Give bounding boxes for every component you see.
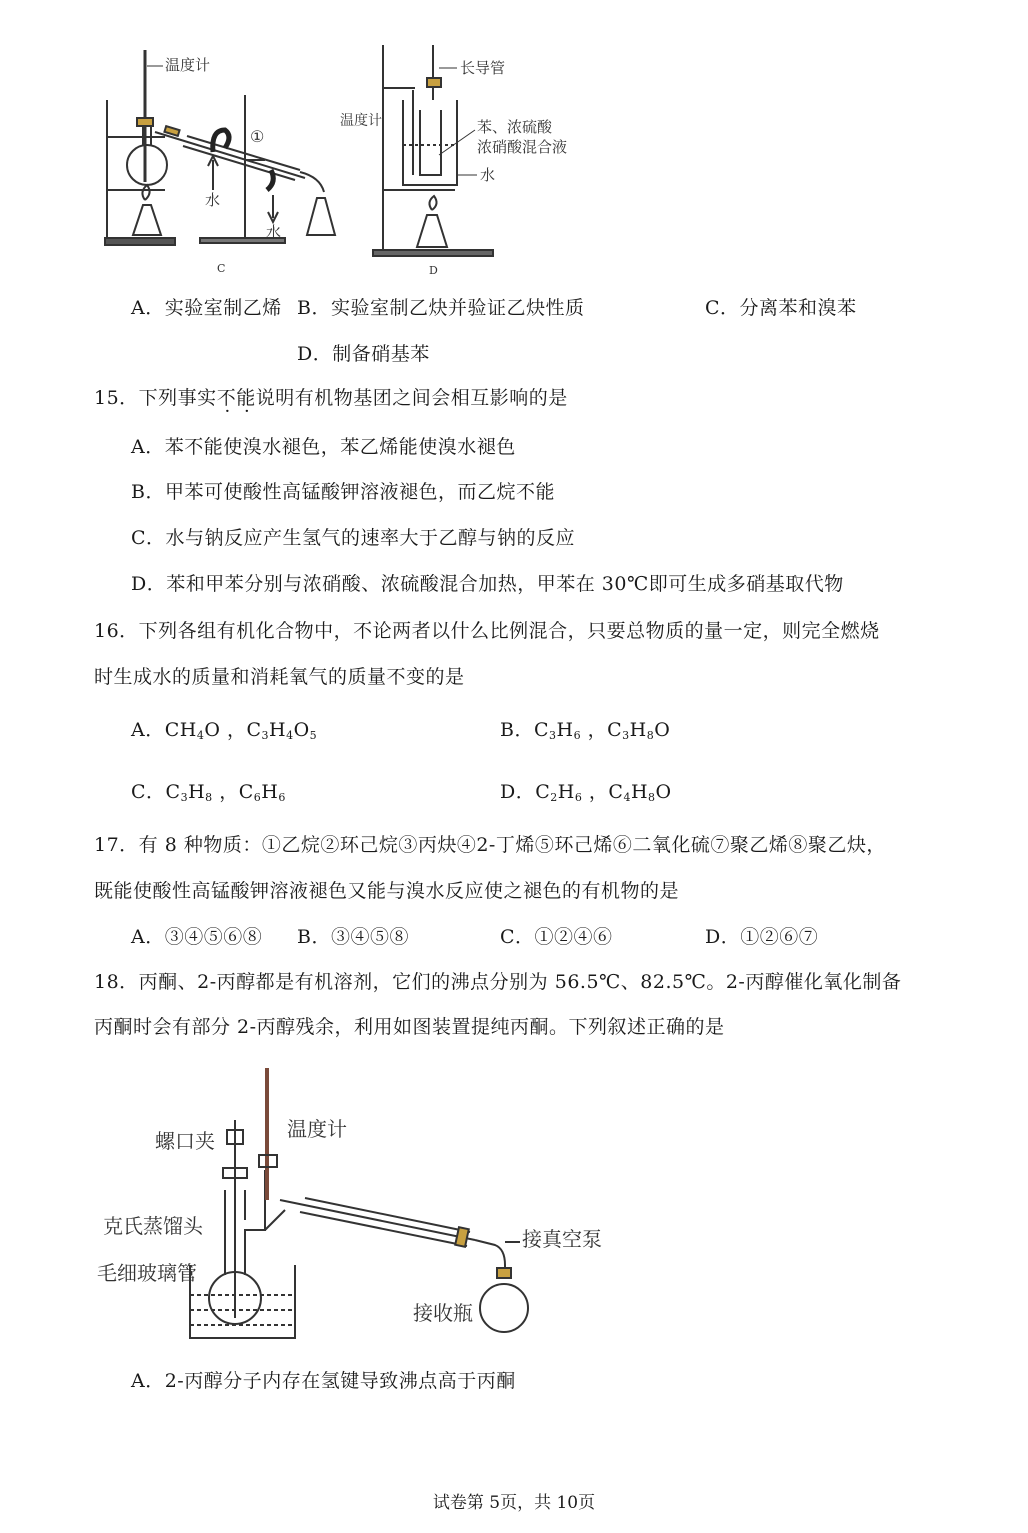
q18-option-a: A．2-丙醇分子内存在氢键导致沸点高于丙酮 <box>131 1370 516 1392</box>
q14-option-b: B．实验室制乙炔并验证乙炔性质 <box>297 297 585 319</box>
q15-stem-emphasis-1: 不 <box>216 387 237 409</box>
q15-stem-post: 说明有机物基团之间会相互影响的是 <box>255 387 568 409</box>
q17-option-d: D．①②⑥⑦ <box>705 926 819 948</box>
d-long-tube-label: 长导管 <box>460 59 506 77</box>
fig18-capillary-label: 毛细玻璃管 <box>97 1261 197 1285</box>
q17-option-a: A．③④⑤⑥⑧ <box>131 926 263 948</box>
q18-stem-line1: 18．丙酮、2-丙醇都是有机溶剂，它们的沸点分别为 56.5℃、82.5℃。2-丙醇催化氧化制备 <box>94 971 902 993</box>
c-thermometer-label: 温度计 <box>165 56 211 74</box>
q16-stem-line1: 16．下列各组有机化合物中，不论两者以什么比例混合，只要总物质的量一定，则完全燃烧 <box>94 620 880 642</box>
d-thermometer-label: 温度计 <box>340 113 382 129</box>
q16-option-c: C．$C_3H_8$ ，$C_6H_6$ <box>131 781 286 804</box>
q17-option-c: C．①②④⑥ <box>500 926 613 948</box>
apparatus-c-figure <box>95 40 335 280</box>
fig18-vacuum-label: 接真空泵 <box>522 1227 602 1251</box>
d-caption: D <box>429 264 438 277</box>
q15-option-d: D．苯和甲苯分别与浓硝酸、浓硫酸混合加热，甲苯在 30℃即可生成多硝基取代物 <box>131 573 844 595</box>
fig18-thermometer-label: 温度计 <box>287 1117 347 1141</box>
q16-stem-line2: 时生成水的质量和消耗氧气的质量不变的是 <box>94 666 465 688</box>
q17-option-b: B．③④⑤⑧ <box>297 926 409 948</box>
c-water-in-label: 水 <box>205 191 221 209</box>
c-caption: C <box>217 262 226 275</box>
c-marker-label: ① <box>250 127 265 146</box>
apparatus-d-figure <box>335 40 595 280</box>
vacuum-distillation-figure <box>95 1060 635 1350</box>
q17-stem-line1: 17．有 8 种物质：①乙烷②环己烷③丙炔④2-丁烯⑤环己烯⑥二氧化硫⑦聚乙烯⑧聚乙炔， <box>94 834 886 856</box>
d-mix-label-2: 浓硝酸混合液 <box>477 138 568 156</box>
q15-stem <box>94 386 568 410</box>
q16-option-b-label: B． <box>500 719 534 741</box>
q16-option-d: D．$C_2H_6$ ，$C_4H_8O$ <box>500 781 672 804</box>
q16-option-a: A．$CH_4O$ ，$C_3H_4O_5$ <box>131 719 318 742</box>
q17-stem-line2: 既能使酸性高锰酸钾溶液褪色又能与溴水反应使之褪色的有机物的是 <box>94 880 680 902</box>
q15-stem-pre: 15．下列事实 <box>94 387 217 409</box>
c-water-out-label: 水 <box>266 223 282 241</box>
q16-option-a-label: A． <box>131 719 165 741</box>
q15-option-a: A．苯不能使溴水褪色，苯乙烯能使溴水褪色 <box>131 436 516 458</box>
q15-option-c: C．水与钠反应产生氢气的速率大于乙醇与钠的反应 <box>131 527 576 549</box>
q14-option-a: A．实验室制乙烯 <box>131 297 282 319</box>
page-footer: 试卷第 5页，共 10页 <box>432 1493 596 1513</box>
q14-option-d: D．制备硝基苯 <box>297 343 430 365</box>
q16-option-d-label: D． <box>500 781 536 803</box>
q16-option-c-label: C． <box>131 781 166 803</box>
q18-stem-line2: 丙酮时会有部分 2-丙醇残余，利用如图装置提纯丙酮。下列叙述正确的是 <box>94 1016 725 1038</box>
q16-option-b: B．$C_3H_6$ ，$C_3H_8O$ <box>500 719 671 742</box>
d-mix-label-1: 苯、浓硫酸 <box>477 118 553 136</box>
fig18-receiver-label: 接收瓶 <box>413 1301 473 1325</box>
q14-option-c: C．分离苯和溴苯 <box>705 297 857 319</box>
fig18-clamp-label: 螺口夹 <box>155 1129 215 1153</box>
q15-stem-emphasis-2: 能 <box>236 387 256 409</box>
d-water-label: 水 <box>480 166 496 184</box>
fig18-claisen-label: 克氏蒸馏头 <box>103 1214 203 1238</box>
q15-option-b: B．甲苯可使酸性高锰酸钾溶液褪色，而乙烷不能 <box>131 481 555 503</box>
